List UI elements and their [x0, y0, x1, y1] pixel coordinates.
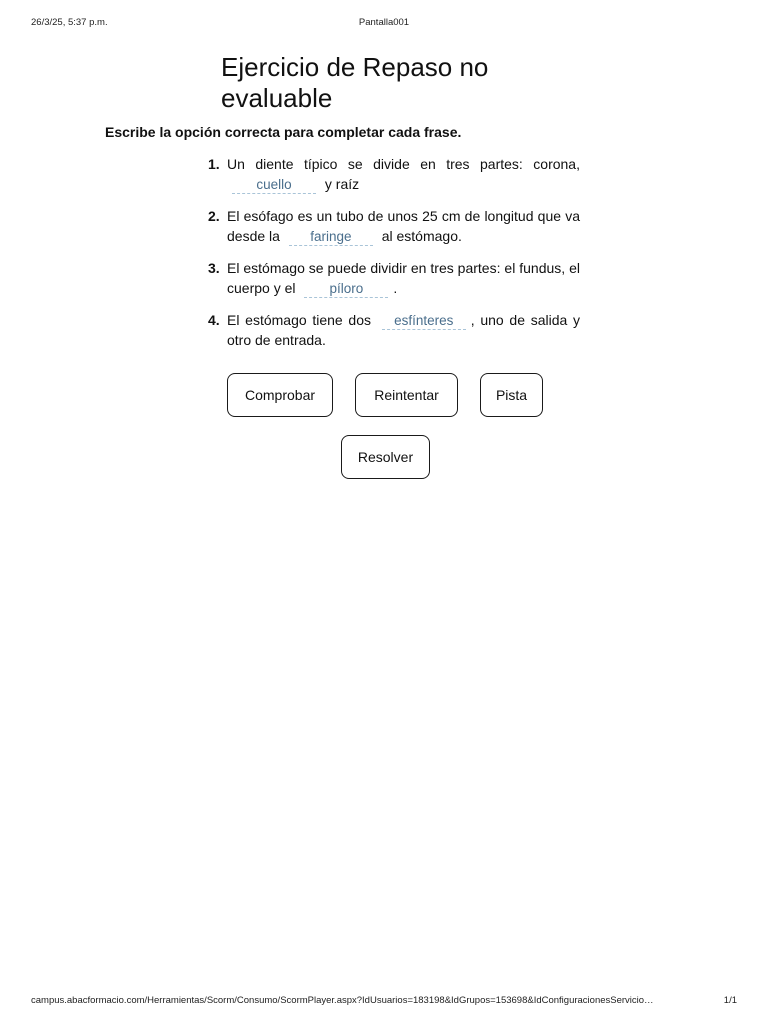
question-2 [208, 207, 580, 246]
exercise-instructions: Escribe la opción correcta para completar cada frase. [105, 124, 462, 140]
question-3 [208, 259, 580, 298]
print-url: campus.abacformacio.com/Herramientas/Scorm/Consumo/ScormPlayer.aspx?IdUsuarios=183198&IdGrupos=153698&IdConfiguracionesServicio… [31, 995, 654, 1006]
question-text-after: y raíz [324, 175, 360, 192]
question-1 [208, 155, 580, 194]
question-text-before: Un diente típico se divide en tres partes: corona, [227, 156, 580, 172]
question-text-after: . [393, 279, 398, 296]
question-number: 2. [208, 208, 220, 224]
answer-input-4[interactable] [382, 312, 466, 330]
retry-button[interactable]: Reintentar [355, 373, 458, 417]
question-list [208, 155, 580, 363]
solve-button[interactable]: Resolver [341, 435, 430, 479]
question-number: 3. [208, 260, 220, 276]
question-text-before: El estómago tiene dos [227, 312, 372, 328]
question-text-before: El estómago se puede dividir en tres partes: el fundus, el cuerpo y el [227, 260, 580, 296]
answer-input-3[interactable] [304, 280, 388, 298]
print-page-title: Pantalla001 [358, 17, 410, 28]
print-date: 26/3/25, 5:37 p.m. [31, 17, 108, 28]
answer-input-1[interactable] [232, 176, 316, 194]
question-text-after: al estómago. [381, 227, 462, 244]
question-number: 1. [208, 156, 220, 172]
question-text-after: , uno de salida y otro de entrada. [227, 312, 580, 348]
print-header [0, 17, 768, 31]
question-4 [208, 311, 580, 350]
question-text-before: El esófago es un tubo de unos 25 cm de longitud que va desde la [227, 208, 580, 244]
exercise-title: Ejercicio de Repaso no evaluable [221, 52, 489, 113]
check-button[interactable]: Comprobar [227, 373, 333, 417]
hint-button[interactable]: Pista [480, 373, 543, 417]
answer-input-2[interactable] [289, 228, 373, 246]
print-page-count: 1/1 [723, 995, 737, 1006]
question-number: 4. [208, 312, 220, 328]
print-footer [0, 995, 768, 1009]
